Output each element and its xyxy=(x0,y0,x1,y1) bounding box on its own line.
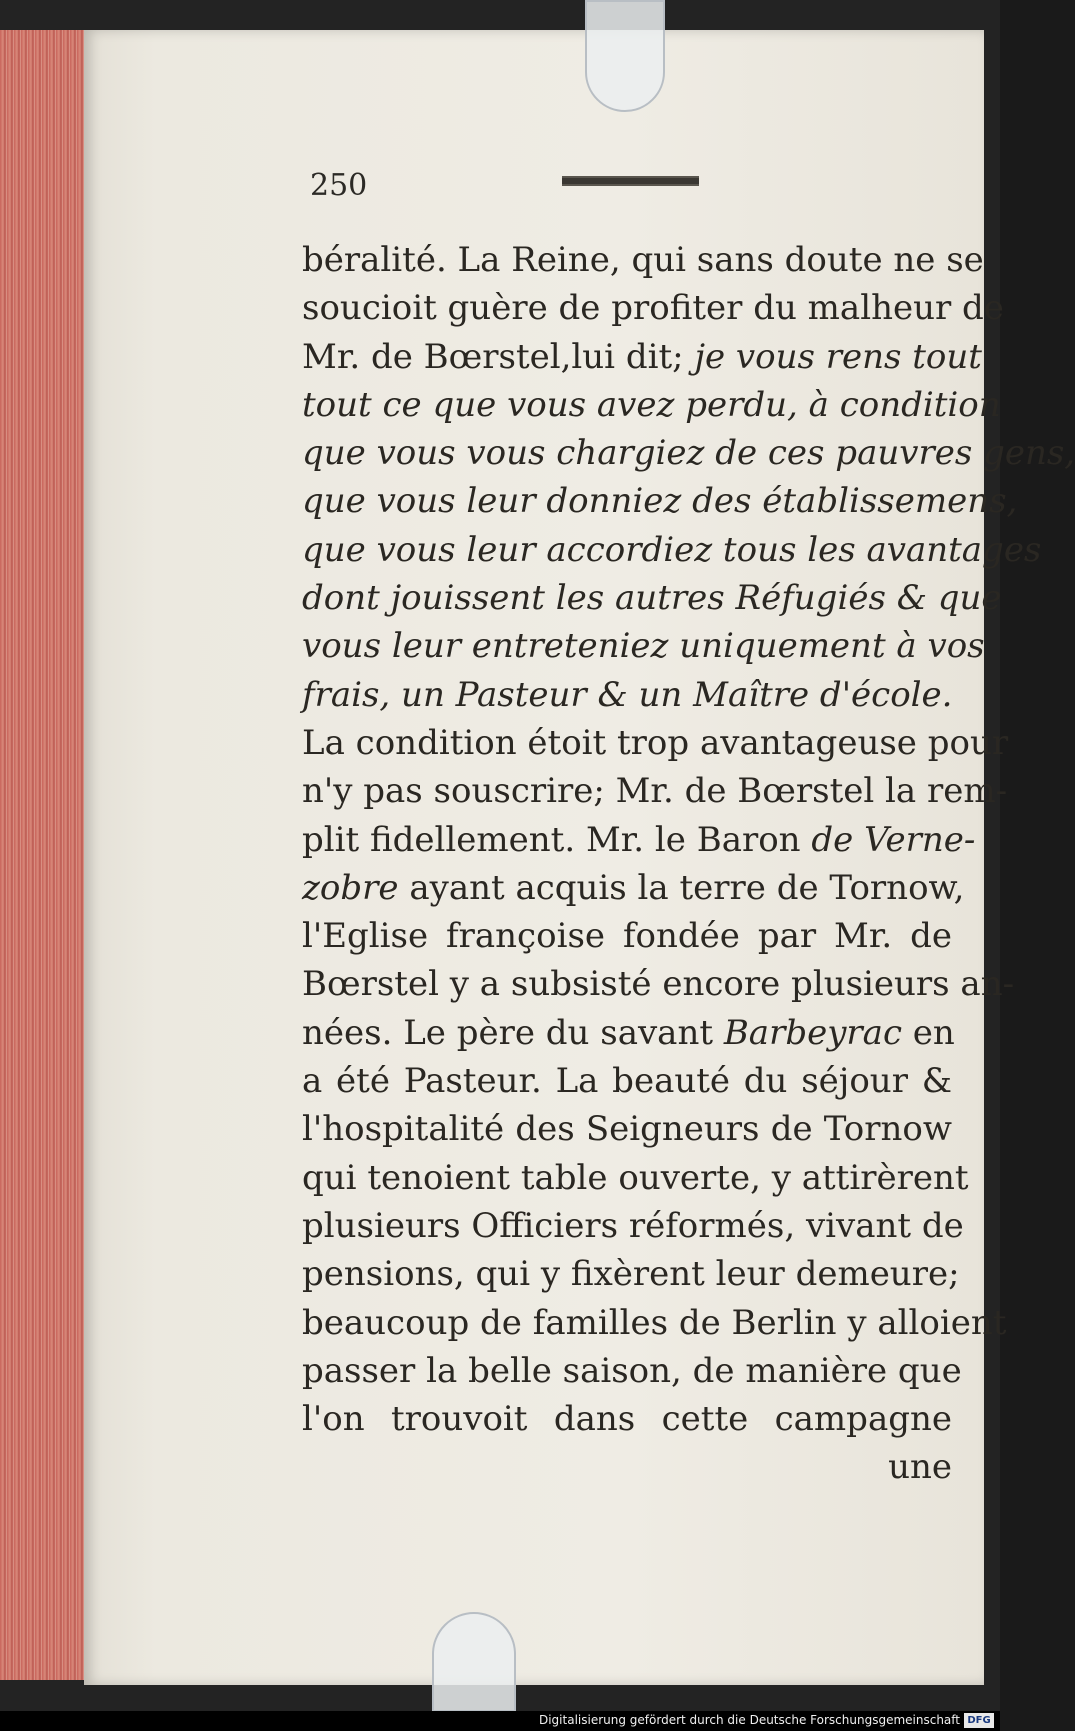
page-clip-top xyxy=(585,0,665,112)
text-line: que vous leur donniez des établissemens, xyxy=(302,481,1018,522)
text-line: a été Pasteur. La beauté du séjour & xyxy=(302,1061,952,1102)
text-line: La condition étoit trop avantageuse pour xyxy=(302,722,1009,763)
footer-credit: Digitalisierung gefördert durch die Deutsche Forschungsgemeinschaft xyxy=(538,1713,960,1727)
text-line: plit fidellement. Mr. le Baron de Verne- xyxy=(302,819,976,860)
text-line: l'hospitalité des Seigneurs de Tornow xyxy=(302,1109,952,1150)
text-line: Mr. de Bœrstel,lui dit; je vous rens tout xyxy=(302,336,982,377)
text-line: que vous vous chargiez de ces pauvres gens, xyxy=(302,433,1075,474)
page-clip-bottom xyxy=(432,1612,516,1712)
text-line: nées. Le père du savant Barbeyrac en xyxy=(302,1012,955,1053)
text-line: passer la belle saison, de manière que xyxy=(302,1350,962,1391)
text-line: vous leur entreteniez uniquement à vos xyxy=(302,626,985,667)
text-line: plusieurs Officiers réformés, vivant de xyxy=(302,1205,964,1246)
book-page-edges xyxy=(0,30,86,1680)
text-line: dont jouissent les autres Réfugiés & que xyxy=(302,578,1002,619)
header-ornament-rule xyxy=(562,176,699,186)
text-line: l'on trouvoit dans cette campagne xyxy=(302,1399,952,1440)
text-line: zobre ayant acquis la terre de Tornow, xyxy=(302,867,965,908)
text-line: qui tenoient table ouverte, y attirèrent xyxy=(302,1157,969,1198)
text-line: tout ce que vous avez perdu, à condition xyxy=(302,384,1001,425)
text-line: n'y pas souscrire; Mr. de Bœrstel la rem- xyxy=(302,771,1008,812)
body-text xyxy=(302,236,1075,1492)
text-line: soucioit guère de profiter du malheur de xyxy=(302,288,1004,329)
dfg-logo: DFG xyxy=(964,1713,994,1728)
text-line: béralité. La Reine, qui sans doute ne se xyxy=(302,240,984,280)
text-line: beaucoup de familles de Berlin y alloient xyxy=(302,1302,1007,1343)
text-line: que vous leur accordiez tous les avantages xyxy=(302,529,1042,570)
text-line: frais, un Pasteur & un Maître d'école. xyxy=(302,674,953,715)
text-line: Bœrstel y a subsisté encore plusieurs an- xyxy=(302,964,1015,1005)
text-line: pensions, qui y fixèrent leur demeure; xyxy=(302,1254,960,1295)
page-number: 250 xyxy=(310,168,368,203)
text-line: l'Eglise françoise fondée par Mr. de xyxy=(302,916,952,957)
catchword: une xyxy=(888,1447,952,1488)
